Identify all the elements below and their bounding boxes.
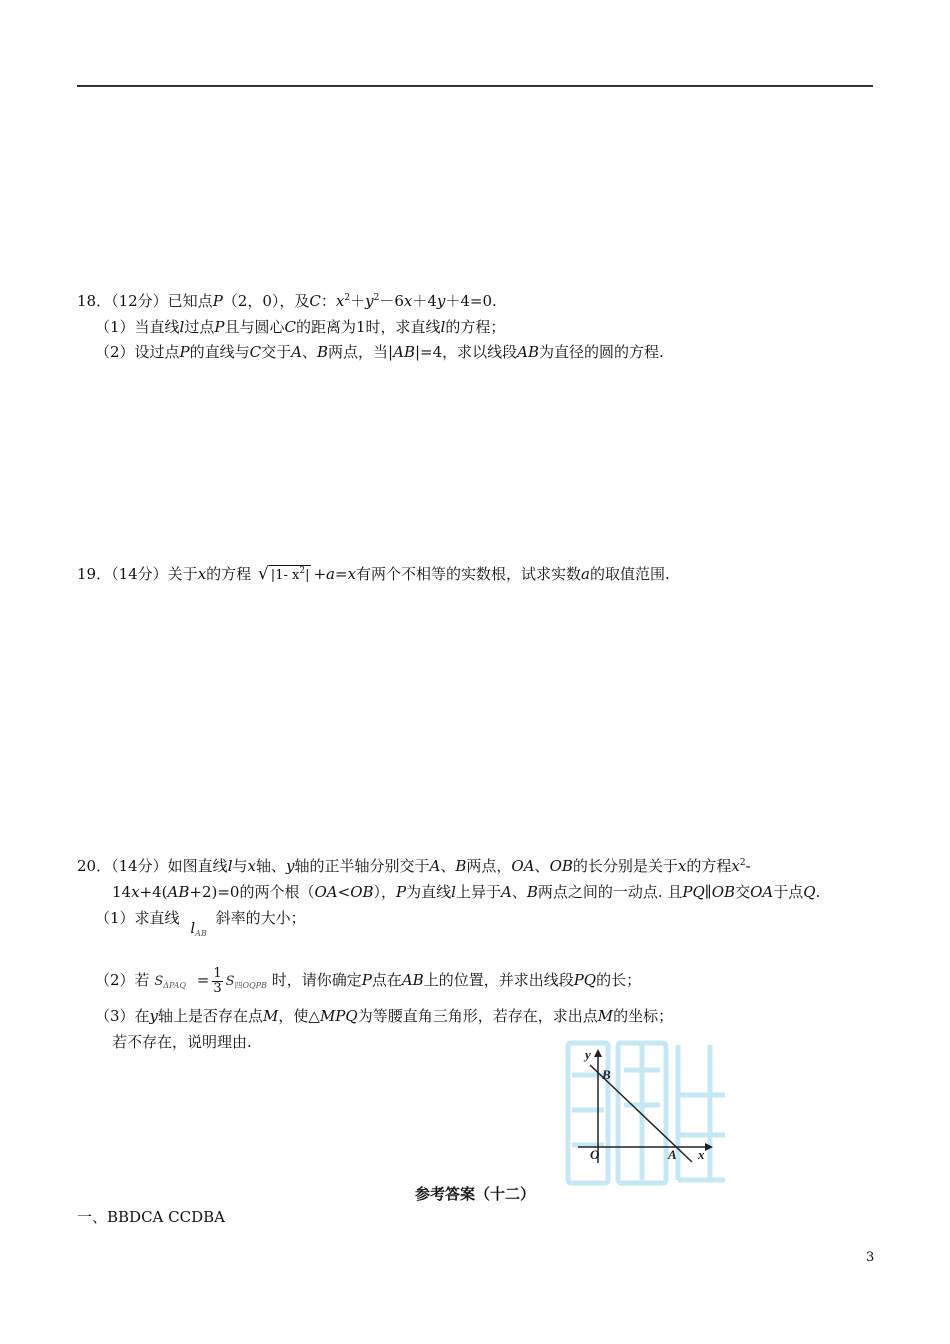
answers-line1: 一、BBDCA CCDBA	[77, 1208, 225, 1226]
q20-part3-line2: 若不存在，说明理由.	[112, 1033, 252, 1051]
q20-figure	[560, 1035, 735, 1195]
q20-stem-line1: 20．（14分）如图直线l与x轴、y轴的正半轴分别交于A、B两点，OA、OB的长分别是关于x的方程$x^2-$	[77, 857, 751, 875]
label-x: x	[698, 1147, 705, 1162]
header-rule	[77, 85, 873, 87]
answers-title: 参考答案（十二）	[414, 1185, 535, 1203]
fraction-one-third: $\frac{1}{3}$	[213, 965, 222, 996]
page-number: 3	[866, 1250, 875, 1265]
y-axis-arrow	[594, 1049, 602, 1057]
q20-stem-line2: 14x+4(AB+2)=0的两个根（OA<OB），P为直线l上异于A、B两点之间的一动点. 且PQ∥OB交OA于点Q.	[112, 883, 821, 901]
watermark-logo	[568, 1043, 725, 1183]
q20-part1: （1）求直线 $l_{AB}$ 斜率的大小；	[95, 909, 306, 938]
q19-stem: 19．（14分）关于x的方程 √ |1- $x^2| +a=x$有两个不相等的实数根，试求实数a的取值范围.	[77, 564, 670, 584]
label-B: B	[602, 1067, 611, 1082]
label-O: O	[590, 1147, 600, 1162]
q18-part1: （1）当直线l过点P且与圆心C的距离为1时，求直线l的方程；	[95, 318, 506, 336]
sqrt-expression: √ |1- $x^2|$	[257, 564, 310, 584]
label-A: A	[668, 1147, 677, 1162]
q18-part2: （2）设过点P的直线与C交于A、B两点，当|AB|=4，求以线段AB为直径的圆的方程.	[95, 343, 664, 361]
q20-part2: （2）若 $S_{\Delta PAQ}$ = $\frac{1}{3}$ $S_{四OQPB}$ 时，请你确定P点在AB上的位置，并求出线段PQ的长；	[95, 965, 642, 996]
q20-part3: （3）在y轴上是否存在点M，使△MPQ为等腰直角三角形，若存在，求出点M的坐标；	[95, 1007, 674, 1025]
label-y: y	[585, 1047, 591, 1062]
q18-stem: 18．（12分）已知点P（2，0），及C：$x^2+y^2-6x+4y+4=0$.	[77, 292, 497, 310]
